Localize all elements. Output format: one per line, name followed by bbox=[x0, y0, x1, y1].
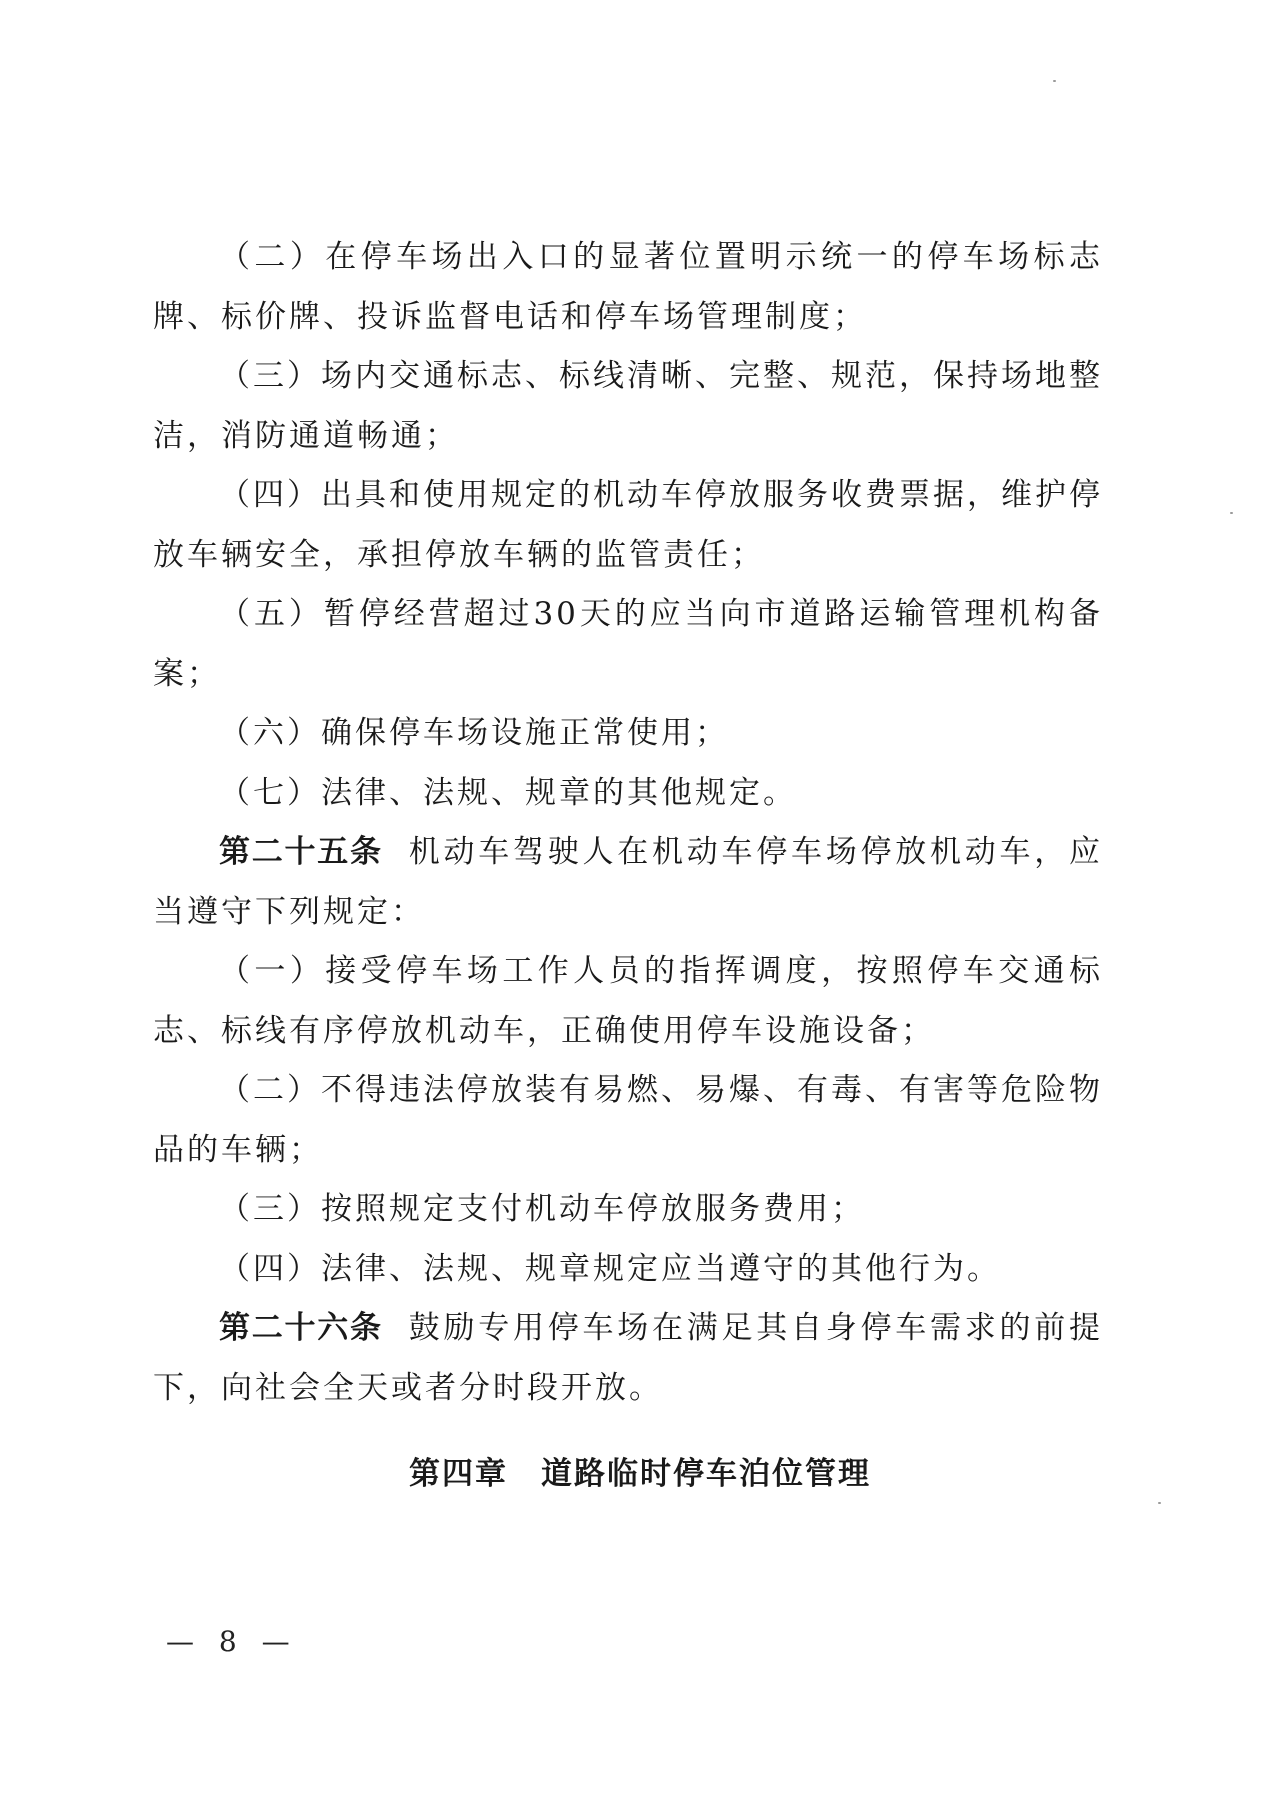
paragraph-item-2 bbox=[153, 228, 1103, 347]
article-heading: 第二十六条 bbox=[219, 1310, 383, 1346]
paragraph-text: （二）不得违法停放装有易燃、易爆、有毒、有害等危险物品的车辆； bbox=[153, 1072, 1103, 1168]
paragraph-text: （一）接受停车场工作人员的指挥调度，按照停车交通标志、标线有序停放机动车，正确使用停车设施设备； bbox=[153, 953, 1103, 1049]
article-heading: 第二十五条 bbox=[219, 834, 383, 870]
paragraph-item-5 bbox=[153, 585, 1103, 704]
scan-speck bbox=[1230, 512, 1233, 514]
paragraph-item-6 bbox=[153, 704, 1103, 764]
paragraph-item-2 bbox=[153, 1061, 1103, 1180]
paragraph-item-4 bbox=[153, 1240, 1103, 1300]
paragraph-text: （三）按照规定支付机动车停放服务费用； bbox=[219, 1191, 865, 1227]
paragraph-item-1 bbox=[153, 942, 1103, 1061]
document-body bbox=[153, 228, 1103, 1418]
article-26 bbox=[153, 1299, 1103, 1418]
paragraph-text: （四）出具和使用规定的机动车停放服务收费票据，维护停放车辆安全，承担停放车辆的监管责任； bbox=[153, 477, 1103, 573]
article-25 bbox=[153, 823, 1103, 942]
scan-speck bbox=[1053, 80, 1056, 82]
paragraph-text: 机动车驾驶人在机动车停车场停放机动车，应当遵守下列规定： bbox=[153, 834, 1103, 930]
page-number: — 8 — bbox=[166, 1625, 298, 1658]
paragraph-item-7 bbox=[153, 764, 1103, 824]
scan-speck bbox=[1158, 1502, 1161, 1504]
paragraph-text: （七）法律、法规、规章的其他规定。 bbox=[219, 774, 797, 811]
paragraph-text: （五）暂停经营超过30天的应当向市道路运输管理机构备案； bbox=[153, 596, 1103, 692]
chapter-title: 第四章 道路临时停车泊位管理 bbox=[409, 1456, 871, 1492]
paragraph-text: （四）法律、法规、规章规定应当遵守的其他行为。 bbox=[219, 1250, 1001, 1287]
paragraph-text: （六）确保停车场设施正常使用； bbox=[219, 715, 729, 751]
paragraph-text: （三）场内交通标志、标线清晰、完整、规范，保持场地整洁，消防通道畅通； bbox=[153, 358, 1103, 454]
paragraph-text: （二）在停车场出入口的显著位置明示统一的停车场标志牌、标价牌、投诉监督电话和停车场管理制度； bbox=[153, 239, 1103, 335]
paragraph-item-3 bbox=[153, 347, 1103, 466]
paragraph-item-3 bbox=[153, 1180, 1103, 1240]
paragraph-text: 鼓励专用停车场在满足其自身停车需求的前提下，向社会全天或者分时段开放。 bbox=[153, 1310, 1103, 1406]
paragraph-item-4 bbox=[153, 466, 1103, 585]
